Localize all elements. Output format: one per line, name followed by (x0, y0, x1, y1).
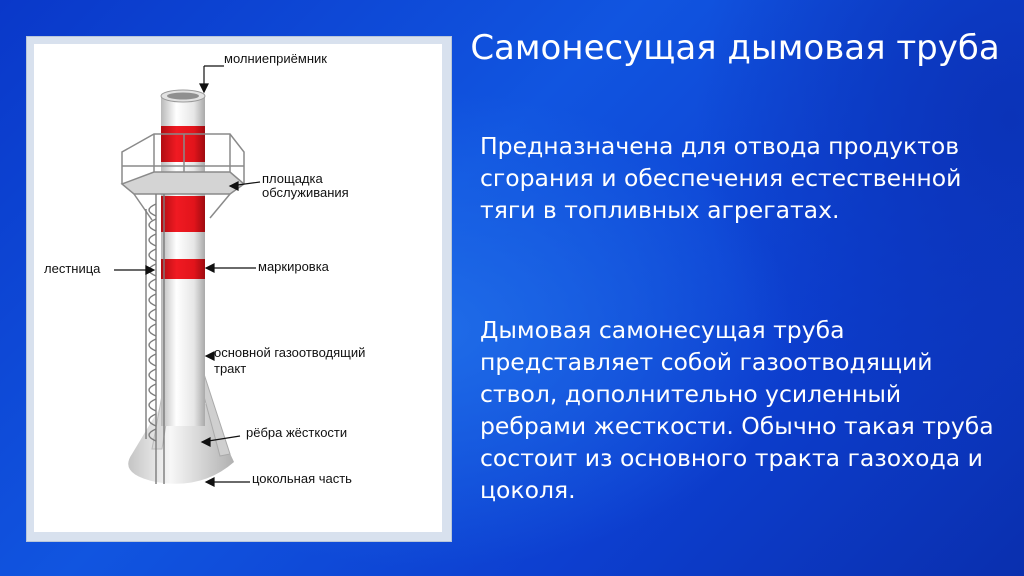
marking-band (161, 259, 205, 279)
paragraph-purpose: Предназначена для отвода продуктов сгорания и обеспечения естественной тяги в топливных агрегатах. (480, 132, 962, 224)
chimney-illustration (34, 44, 442, 532)
paragraph-description: Дымовая самонесущая труба представляет собой газоотводящий ствол, дополнительно усиленный ребрами жесткости. Обычно такая труба состоит из основного тракта газохода и цоколя. (480, 316, 994, 504)
label-main-duct-line1: основной газоотводящий (214, 345, 366, 360)
label-lightning-rod: молниеприёмник (224, 51, 327, 66)
marking-band (161, 196, 205, 232)
label-stiffening-ribs: рёбра жёсткости (246, 425, 348, 440)
label-ladder: лестница (44, 261, 101, 276)
label-marking: маркировка (258, 259, 329, 274)
chimney-diagram (34, 44, 442, 532)
slide-title: Самонесущая дымовая труба (470, 28, 1000, 68)
marking-band (161, 126, 205, 162)
label-service-platform-line1: площадка (262, 171, 323, 186)
label-service-platform-line2: обслуживания (262, 185, 349, 200)
label-main-duct-line2: тракт (214, 361, 247, 376)
pipe-opening (167, 93, 199, 100)
label-base-part: цокольная часть (252, 471, 352, 486)
